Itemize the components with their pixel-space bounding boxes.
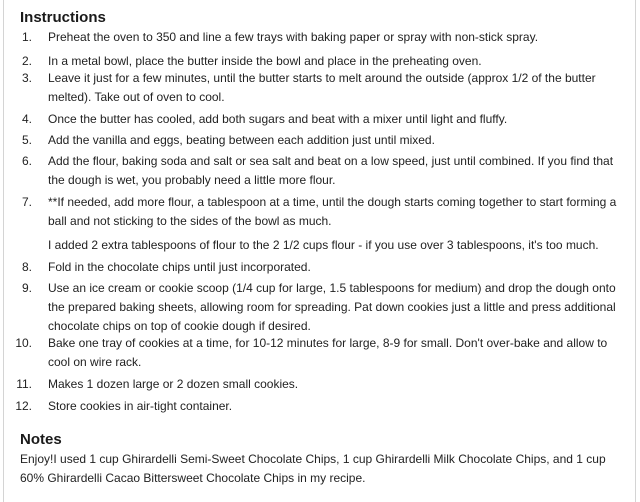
step-text: Makes 1 dozen large or 2 dozen small cookies. [48, 377, 299, 391]
step-text: Use an ice cream or cookie scoop (1/4 cup for large, 1.5 tablespoons for medium) and drop the dough onto the prepared baking sheets, allowing room for spreading. Pat down cookies just a little and press additional chocolate chips on top of cookie dough if desired. [48, 281, 616, 333]
step-number: 1. [21, 30, 32, 44]
step-text: **If needed, add more flour, a tablespoon at a time, until the dough starts coming together to start forming a ball and not sticking to the sides of the bowl as much. [48, 195, 617, 228]
step-number: 10. [15, 336, 32, 350]
step-text: Store cookies in air-tight container. [48, 399, 233, 413]
step-number: 11. [16, 377, 32, 391]
recipe-card [3, 0, 636, 502]
step-number: 12. [15, 399, 32, 413]
notes-text: Enjoy!I used 1 cup Ghirardelli Semi-Sweet Chocolate Chips, 1 cup Ghirardelli Milk Chocolate Chips, and 1 cup 60% Ghirardelli Cacao Bittersweet Chocolate Chips in my recipe. [20, 452, 606, 485]
step-number: 5. [21, 133, 32, 147]
step-text: Fold in the chocolate chips until just incorporated. [48, 260, 311, 274]
step-text: In a metal bowl, place the butter inside the bowl and place in the preheating oven. [48, 54, 482, 68]
step-text: I added 2 extra tablespoons of flour to the 2 1/2 cups flour - if you use over 3 tablespoons, it's too much. [48, 238, 599, 252]
step-text: Bake one tray of cookies at a time, for 10-12 minutes for large, 8-9 for small. Don't over-bake and allow to cool on wire rack. [48, 336, 608, 369]
step-number: 2. [21, 54, 32, 68]
step-text: Leave it just for a few minutes, until the butter starts to melt around the outside (approx 1/2 of the butter melted). Take out of oven to cool. [48, 71, 596, 104]
step-text: Add the flour, baking soda and salt or sea salt and beat on a low speed, just until combined. If you find that the dough is wet, you probably need a little more flour. [48, 154, 614, 187]
notes-heading: Notes [20, 431, 62, 448]
step-text: Add the vanilla and eggs, beating between each addition just until mixed. [48, 133, 435, 147]
step-number: 4. [21, 112, 32, 126]
step-number: 8. [21, 260, 32, 274]
instructions-heading: Instructions [20, 9, 106, 26]
step-number: 3. [21, 71, 32, 85]
step-text: Once the butter has cooled, add both sugars and beat with a mixer until light and fluffy. [48, 112, 508, 126]
step-number: 9. [21, 281, 32, 295]
step-number: 7. [21, 195, 32, 209]
step-text: Preheat the oven to 350 and line a few trays with baking paper or spray with non-stick spray. [48, 30, 539, 44]
step-number: 6. [21, 154, 32, 168]
